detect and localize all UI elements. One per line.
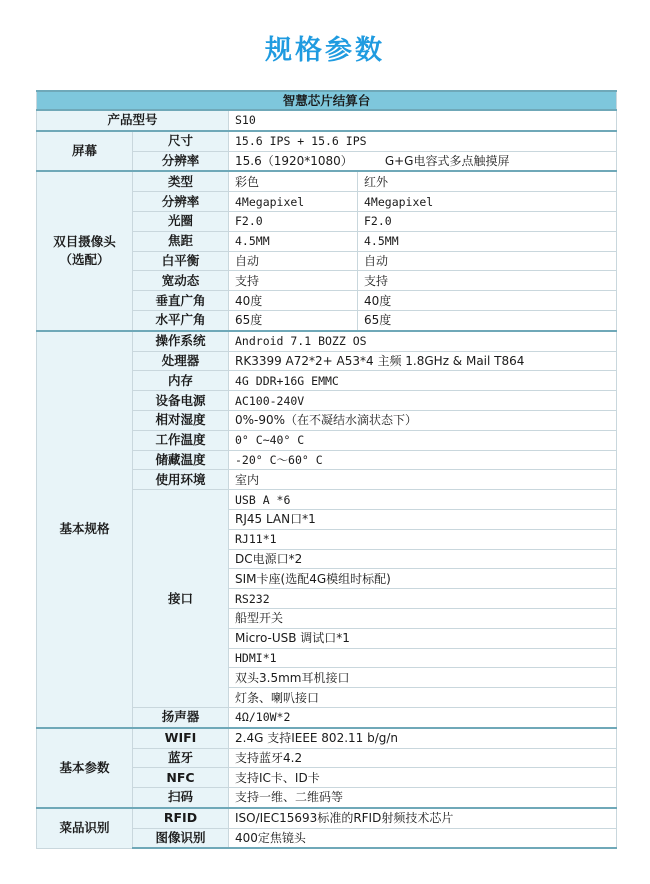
param-row-value: 支持IC卡、ID卡 <box>229 768 617 788</box>
camera-ir-value: 40度 <box>358 291 617 311</box>
camera-color-value: 支持 <box>229 271 358 291</box>
camera-color-value: 彩色 <box>229 171 358 191</box>
screen-resolution-value <box>229 151 617 171</box>
camera-ir-value: 65度 <box>358 310 617 330</box>
camera-color-value: 40度 <box>229 291 358 311</box>
spec-row-label: 储藏温度 <box>133 450 229 470</box>
spec-row-label: 相对湿度 <box>133 410 229 430</box>
camera-row-label: 光圈 <box>133 211 229 231</box>
speaker-value: 4Ω/10W*2 <box>229 707 617 727</box>
camera-row-label: 水平广角 <box>133 310 229 330</box>
camera-row-label: 分辨率 <box>133 192 229 212</box>
param-row-label: NFC <box>133 768 229 788</box>
interface-item: DC电源口*2 <box>229 549 617 569</box>
spec-row-label: 使用环境 <box>133 470 229 490</box>
table-title: 智慧芯片结算台 <box>37 91 617 110</box>
spec-row-value: 0° C~40° C <box>229 430 617 450</box>
spec-row-label: 处理器 <box>133 351 229 371</box>
interface-item: USB A *6 <box>229 490 617 510</box>
spec-row-value: Android 7.1 BOZZ OS <box>229 331 617 351</box>
param-row-value: 2.4G 支持IEEE 802.11 b/g/n <box>229 728 617 748</box>
camera-ir-value: 4Megapixel <box>358 192 617 212</box>
param-row-label: 蓝牙 <box>133 748 229 768</box>
camera-row-label: 白平衡 <box>133 251 229 271</box>
spec-row-value: RK3399 A72*2+ A53*4 主频 1.8GHz & Mail T864 <box>229 351 617 371</box>
page-title: 规格参数 <box>265 35 385 66</box>
dish-row-value: ISO/IEC15693标准的RFID射频技术芯片 <box>229 808 617 828</box>
camera-row-label: 宽动态 <box>133 271 229 291</box>
camera-color-value: 4Megapixel <box>229 192 358 212</box>
basic-spec-group-label: 基本规格 <box>37 331 133 728</box>
interface-item: 灯条、喇叭接口 <box>229 688 617 708</box>
basic-params-group-label: 基本参数 <box>37 728 133 808</box>
interface-item: SIM卡座(选配4G模组时标配) <box>229 569 617 589</box>
camera-ir-value: 红外 <box>358 171 617 191</box>
camera-ir-value: 支持 <box>358 271 617 291</box>
dish-row-value: 400定焦镜头 <box>229 828 617 848</box>
param-row-label: 扫码 <box>133 788 229 808</box>
camera-group-label <box>37 171 133 330</box>
dish-recognition-group-label: 菜品识别 <box>37 808 133 849</box>
interface-label: 接口 <box>133 490 229 708</box>
spec-row-value: 0%-90%（在不凝结水滴状态下） <box>229 410 617 430</box>
spec-row-value: -20° C～60° C <box>229 450 617 470</box>
spec-row-label: 工作温度 <box>133 430 229 450</box>
screen-group-label: 屏幕 <box>37 131 133 172</box>
interface-item: HDMI*1 <box>229 648 617 668</box>
speaker-label: 扬声器 <box>133 707 229 727</box>
camera-color-value: 自动 <box>229 251 358 271</box>
screen-size-label: 尺寸 <box>133 131 229 151</box>
camera-color-value: 4.5MM <box>229 231 358 251</box>
param-row-value: 支持一维、二维码等 <box>229 788 617 808</box>
product-model-label: 产品型号 <box>37 110 229 131</box>
screen-resolution-label: 分辨率 <box>133 151 229 171</box>
camera-color-value: F2.0 <box>229 211 358 231</box>
spec-row-label: 设备电源 <box>133 391 229 411</box>
product-model-value: S10 <box>229 110 617 131</box>
touch-type-text: G+G电容式多点触摸屏 <box>384 153 510 168</box>
camera-ir-value: 4.5MM <box>358 231 617 251</box>
interface-item: RJ11*1 <box>229 529 617 549</box>
spec-row-label: 内存 <box>133 371 229 391</box>
screen-size-value: 15.6 IPS + 15.6 IPS <box>229 131 617 151</box>
camera-row-label: 类型 <box>133 171 229 191</box>
interface-item: RS232 <box>229 589 617 609</box>
spec-row-label: 操作系统 <box>133 331 229 351</box>
spec-table <box>36 90 617 849</box>
interface-item: RJ45 LAN口*1 <box>229 509 617 529</box>
interface-item: 双头3.5mm耳机接口 <box>229 668 617 688</box>
param-row-label: WIFI <box>133 728 229 748</box>
camera-group-note: （选配） <box>59 252 110 268</box>
param-row-value: 支持蓝牙4.2 <box>229 748 617 768</box>
resolution-text: 15.6（1920*1080） <box>235 153 353 168</box>
spec-row-value: 4G DDR+16G EMMC <box>229 371 617 391</box>
interface-item: Micro-USB 调试口*1 <box>229 628 617 648</box>
camera-color-value: 65度 <box>229 310 358 330</box>
spec-row-value: AC100-240V <box>229 391 617 411</box>
dish-row-label: RFID <box>133 808 229 828</box>
camera-row-label: 焦距 <box>133 231 229 251</box>
camera-ir-value: 自动 <box>358 251 617 271</box>
interface-item: 船型开关 <box>229 608 617 628</box>
camera-group-title: 双目摄像头 <box>53 234 116 250</box>
dish-row-label: 图像识别 <box>133 828 229 848</box>
camera-row-label: 垂直广角 <box>133 291 229 311</box>
spec-row-value: 室内 <box>229 470 617 490</box>
camera-ir-value: F2.0 <box>358 211 617 231</box>
